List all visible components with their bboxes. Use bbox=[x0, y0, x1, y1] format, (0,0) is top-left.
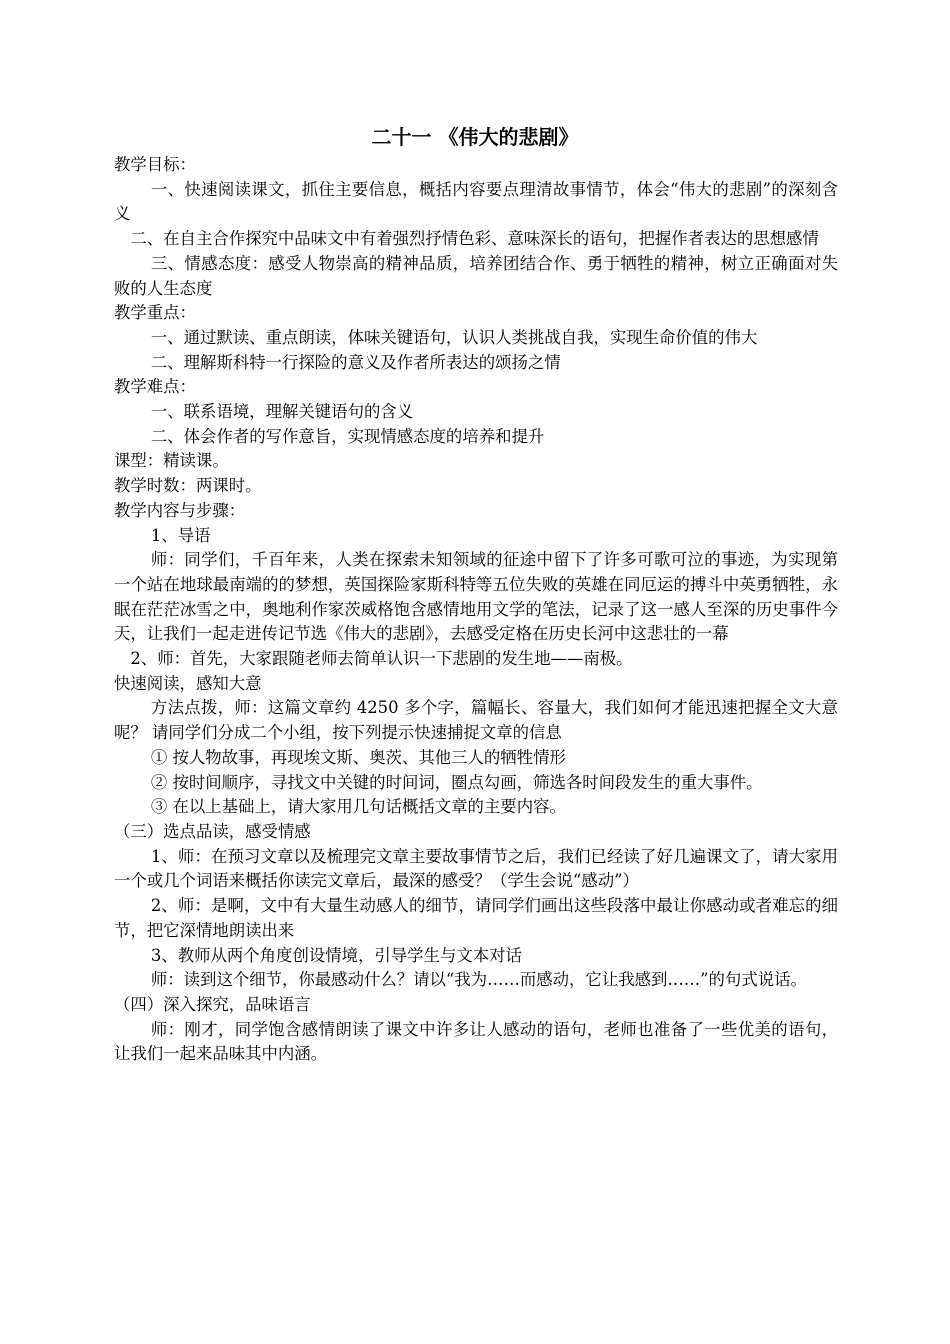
heading-content-steps: 教学内容与步骤： bbox=[114, 500, 246, 520]
section-3-paragraph-3: 3、教师从两个角度创设情境，引导学生与文本对话 bbox=[150, 945, 522, 965]
intro-paragraph: 师：同学们，千百年来，人类在探索未知领域的征途中留下了许多可歌可泣的事迹，为实现第一个站在地球最南端的的梦想，英国探险家斯科特等五位失败的英雄在同厄运的搏斗中英勇牺牲，永眠在茫茫冰雪之中，奥地利作家茨威格饱含感情地用文学的笔法，记录了这一感人至深的历史事件今天，让我们一起走进传记节选《伟大的悲剧》，去感受定格在历史长河中这悲壮的一幕 bbox=[114, 550, 838, 644]
document-body bbox=[114, 153, 838, 1067]
key-point-paragraph-1: 一、通过默读、重点朗读，体味关键语句，认识人类挑战自我，实现生命价值的伟大 bbox=[150, 327, 758, 347]
document-title: 二十一 《伟大的悲剧》 bbox=[371, 125, 579, 149]
heading-key-points: 教学重点： bbox=[114, 303, 196, 323]
lesson-hours: 教学时数：两课时。 bbox=[114, 476, 262, 496]
difficulty-paragraph-2: 二、体会作者的写作意旨，实现情感态度的培养和提升 bbox=[150, 426, 545, 446]
section-3-paragraph-4: 师：读到这个细节，你最感动什么？请以“我为……而感动，它让我感到……”的句式说话。 bbox=[150, 970, 807, 990]
method-paragraph: 方法点拨，师：这篇文章约 4250 多个字，篇幅长、容量大，我们如何才能迅速把握全文大意呢？ 请同学们分成二个小组，按下列提示快速捕捉文章的信息 bbox=[114, 698, 838, 743]
section-3-paragraph-2: 2、师：是啊，文中有大量生动感人的细节，请同学们画出这些段落中最让你感动或者难忘的细节，把它深情地朗读出来 bbox=[114, 896, 838, 940]
task-item-3: ③ 在以上基础上，请大家用几句话概括文章的主要内容。 bbox=[150, 797, 566, 817]
key-point-paragraph-2: 二、理解斯科特一行探险的意义及作者所表达的颂扬之情 bbox=[150, 352, 561, 372]
section-4-paragraph-1: 师：刚才，同学饱含感情朗读了课文中许多让人感动的语句，老师也准备了一些优美的语句，让我们一起来品味其中内涵。 bbox=[114, 1019, 838, 1064]
section-4-heading: （四）深入探究，品味语言 bbox=[114, 994, 311, 1014]
heading-teaching-goals: 教学目标： bbox=[114, 155, 196, 174]
task-item-1: ① 按人物故事，再现埃文斯、奥茨、其他三人的牺牲情形 bbox=[150, 747, 566, 767]
goal-paragraph-2: 二、在自主合作探究中品味文中有着强烈抒情色彩、意味深长的语句，把握作者表达的思想感情 bbox=[130, 229, 819, 249]
task-item-2: ② 按时间顺序，寻找文中关键的时间词，圈点勾画，筛选各时间段发生的重大事件。 bbox=[150, 772, 763, 792]
difficulty-paragraph-1: 一、联系语境，理解关键语句的含义 bbox=[150, 402, 414, 422]
heading-difficulties: 教学难点： bbox=[114, 377, 196, 397]
step-2-paragraph: 2、师：首先，大家跟随老师去简单认识一下悲剧的发生地——南极。 bbox=[130, 649, 633, 669]
section-quick-reading: 快速阅读，感知大意 bbox=[114, 673, 262, 693]
lesson-type: 课型：精读课。 bbox=[114, 451, 229, 471]
goal-paragraph-3: 三、情感态度：感受人物崇高的精神品质，培养团结合作、勇于牺牲的精神，树立正确面对失败的人生态度 bbox=[114, 253, 838, 298]
step-intro-heading: 1、导语 bbox=[150, 525, 211, 545]
goal-paragraph-1: 一、快速阅读课文，抓住主要信息，概括内容要点理清故事情节，体会“伟大的悲剧”的深刻含义 bbox=[114, 179, 838, 224]
section-3-heading: （三）选点品读，感受情感 bbox=[114, 821, 311, 841]
section-3-paragraph-1: 1、师：在预习文章以及梳理完文章主要故事情节之后，我们已经读了好几遍课文了，请大家用一个或几个词语来概括你读完文章后，最深的感受？（学生会说“感动”） bbox=[114, 846, 838, 891]
